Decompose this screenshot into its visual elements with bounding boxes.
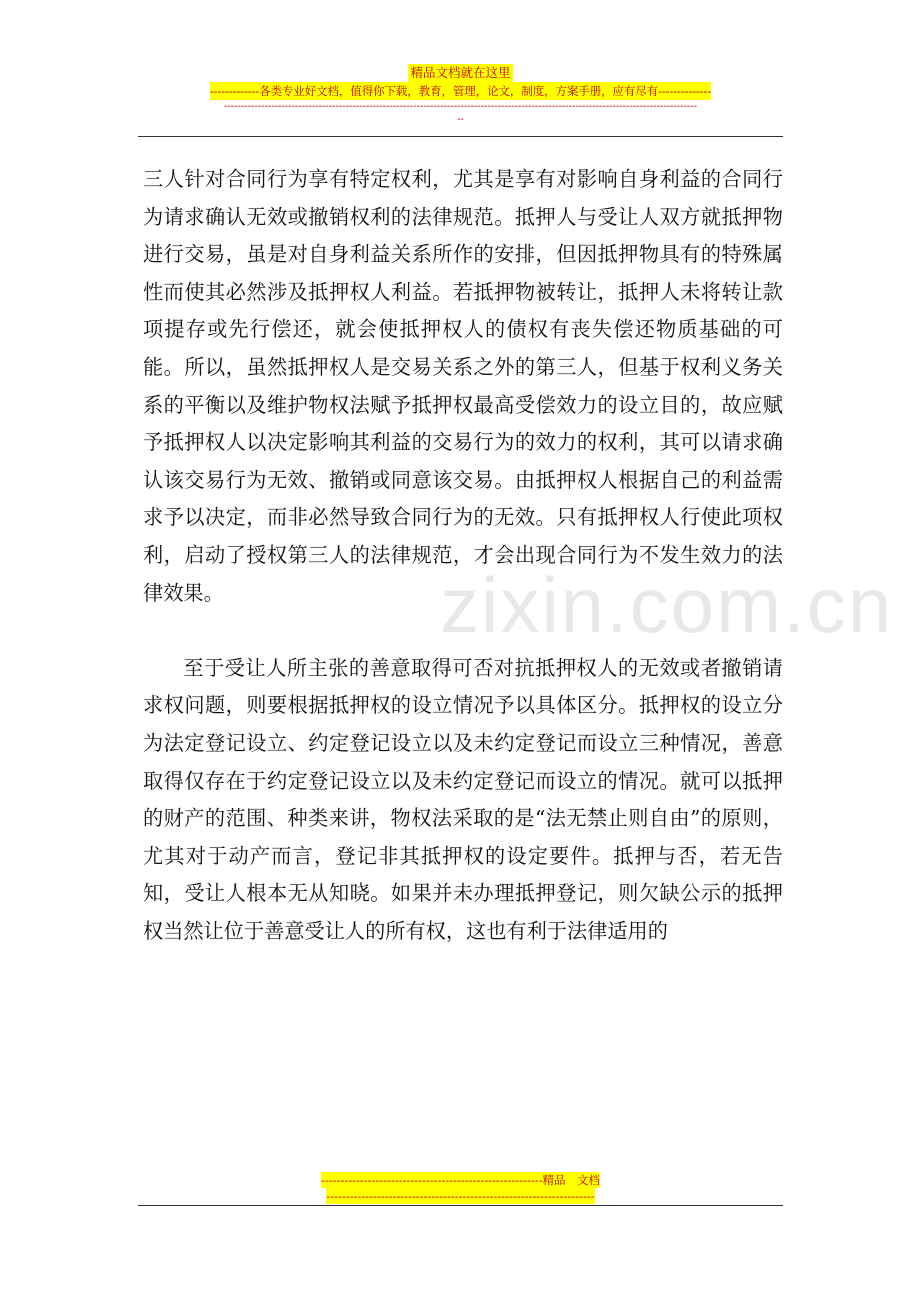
- header-dash-tail: --: [457, 114, 464, 125]
- paragraph: 至于受让人所主张的善意取得可否对抗抵押权人的无效或者撤销请求权问题，则要根据抵押权的设立情况予以具体区分。抵押权的设立分为法定登记设立、约定登记设立以及未约定登记而设立三种情况，善意取得仅存在于约定登记设立以及未约定登记而设立的情况。就可以抵押的财产的范围、种类来讲，物权法采取的是“法无禁止则自由”的原则，尤其对于动产而言，登记非其抵押权的设定要件。抵押与否，若无告知，受让人根本无从知晓。如果并未办理抵押登记，则欠缺公示的抵押权当然让位于善意受让人的所有权，这也有利于法律适用的: [143, 655, 783, 943]
- paragraph: 三人针对合同行为享有特定权利，尤其是享有对影响自身利益的合同行为请求确认无效或撤销权利的法律规范。抵押人与受让人双方就抵押物进行交易，虽是对自身利益关系所作的安排，但因抵押物具有的特殊属性而使其必然涉及抵押权人利益。若抵押物被转让，抵押人未将转让款项提存或先行偿还，就会使抵押权人的债权有丧失偿还物质基础的可能。所以，虽然抵押权人是交易关系之外的第三人，但基于权利义务关系的平衡以及维护物权法赋予抵押权最高受偿效力的设立目的，故应赋予抵押权人以决定影响其利益的交易行为的效力的权利，其可以请求确认该交易行为无效、撤销或同意该交易。由抵押权人根据自己的利益需求予以决定，而非必然导致合同行为的无效。只有抵押权人行使此项权利，启动了授权第三人的法律规范，才会出现合同行为不发生效力的法律效果。: [143, 167, 783, 605]
- document-body: [143, 161, 783, 950]
- footer-dash-line: ---------------------------------------------------------------------: [326, 1189, 595, 1203]
- header-subtitle: -------------各类专业好文档，值得你下载，教育，管理，论文，制度，方案手册，应有尽有--------------: [209, 84, 712, 98]
- page-footer: [138, 1172, 783, 1204]
- header-divider: [138, 136, 783, 137]
- footer-label: ---------------------------------------------------------精品 文档: [321, 1173, 600, 1187]
- header-dash-line: --------------------------------------------------------------------------------------------------------------------------------------------: [223, 101, 698, 112]
- header-title: 精品文档就在这里: [410, 65, 511, 80]
- watermark: zixin.com.cn: [440, 561, 894, 649]
- page-header: [138, 64, 783, 126]
- footer-divider: [138, 1205, 783, 1206]
